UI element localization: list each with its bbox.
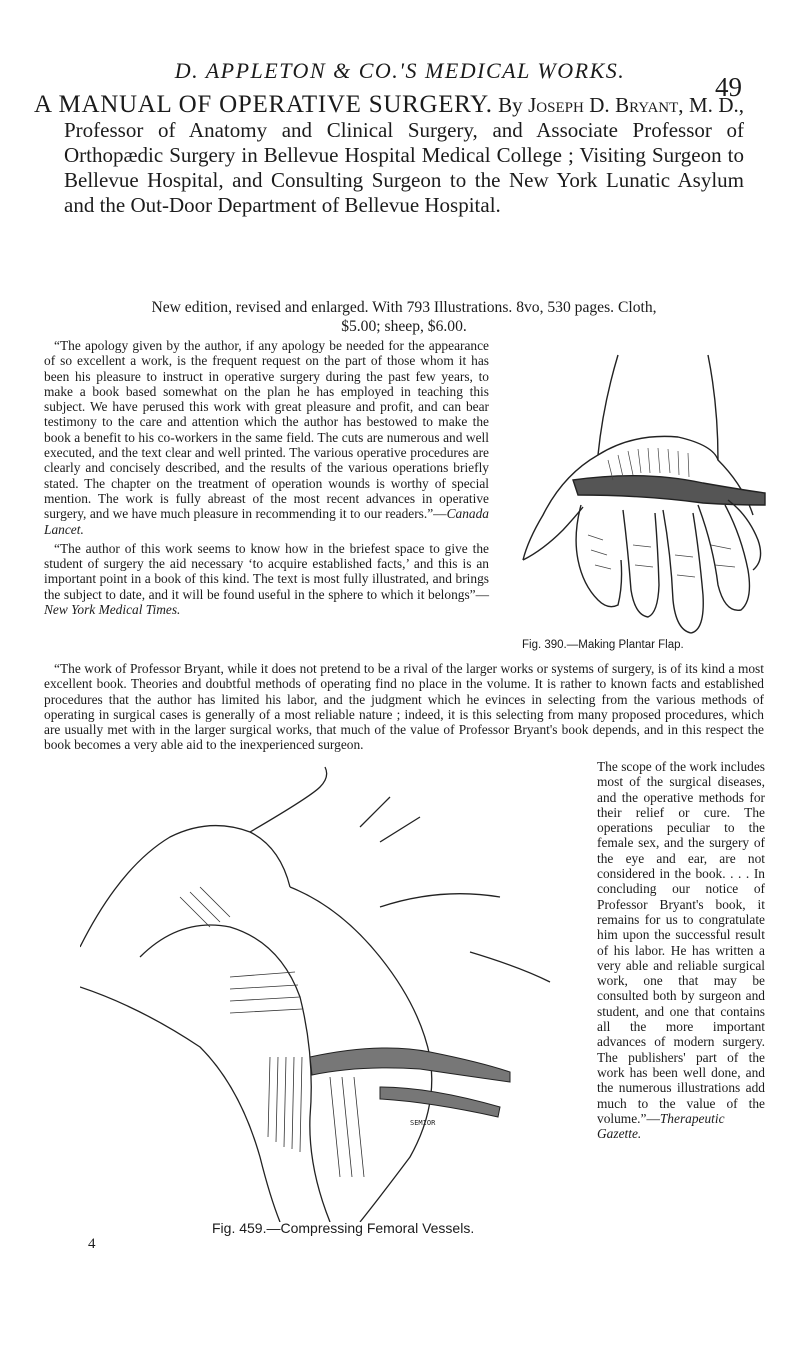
fig-390-caption: Fig. 390.—Making Plantar Flap. — [522, 639, 684, 651]
review-source: Canada Lancet. — [44, 506, 489, 537]
review-therapeutic-gazette-continued — [597, 759, 765, 1141]
by-word: By — [498, 93, 523, 117]
signature-mark: 4 — [88, 1236, 96, 1252]
edition-info — [44, 298, 764, 336]
book-author: Joseph D. Bryant, M. D. — [528, 93, 739, 117]
review-therapeutic-gazette: “The work of Professor Bryant, while it does not pretend to be a rival of the larger works or systems of surgery, is of its kind a most excellent book. Theories and doubtful methods of operating find no place in the volume. It is rather to known facts and established procedures that the author has limited his labor, and the judgment which he evinces in selecting from the various methods of operating in surgical cases is generally of a most reliable nature ; indeed, it is this selecting from many proposed procedures, which are usually met with in the larger surgical works, that much of the value of Professor Bryant's book depends, and in this respect the book becomes a very able aid to the inexperienced surgeon. — [44, 661, 764, 753]
review-column — [44, 338, 489, 617]
edition-line-1: New edition, revised and enlarged. With 793 Illustrations. 8vo, 530 pages. Cloth, — [151, 299, 657, 316]
page-number: 49 — [715, 72, 742, 102]
plantar-flap-illustration — [503, 345, 773, 660]
fig-459-caption: Fig. 459.—Compressing Femoral Vessels. — [212, 1220, 475, 1236]
running-head: D. APPLETON & CO.'S MEDICAL WORKS. — [174, 58, 626, 83]
maker-mark: SEMIOR — [410, 1119, 436, 1127]
review-source: New York Medical Times. — [44, 602, 181, 618]
review-text: “The author of this work seems to know how in the briefest space to give the student of surgery the aid necessary ‘to acquire established facts,’ and this is an important point in a book of this kind. The text is most fully illustrated, and brings the subject to date, and it will be found useful in the sphere to which it belongs”— — [44, 540, 489, 602]
review-text: The scope of the work includes most of the surgical diseases, and the operative methods for their relief or cure. The operations peculiar to the female sex, and the surgery of the eye and ear, are not considered in the book. . . . In concluding our notice of Professor Bryant's book, it remains for us to congratulate him upon the successful result of his labor. He has written a very able and reliable surgical work, one that may be consulted both by surgeon and student, and one that contains all the more important advances of modern surgery. The publishers' part of the work has been well done, and the numerous illustrations add much to the value of the volume.”— — [597, 759, 765, 1126]
author-credentials: , Professor of Anatomy and Clinical Surgery, and Associate Professor of Orthopædic Surgery in Bellevue Hospital Medical College ; Visiting Surgeon to Bellevue Hospital, and Consulting Surgeon to the New York Lunatic Asylum and the Out-Door Department of Bellevue Hospital. — [64, 93, 745, 217]
book-title-block — [34, 91, 745, 218]
review-canada-lancet — [44, 338, 489, 537]
review-source: Therapeutic Gazette. — [597, 1110, 725, 1142]
review-text: “The apology given by the author, if any apology be needed for the appearance of so excellent a work, is the frequent request on the part of those whom it has been his pleasure to instruct in operative surgery during the past few years, to make a book based somewhat on the plan he has employed in teaching this subject. We have perused this work with great pleasure and profit, and can bear testimony to the care and attention which the author has bestowed to make the book a benefit to his co-workers in the same field. The cuts are numerous and well executed, and the text clear and well printed. The various operative procedures are clearly and concisely described, and the results of the various operations briefly stated. The chapter on the treatment of operation wounds is worthy of special mention. The work is fully abreast of the most recent advances in operative surgery, and we have much pleasure in recommending it to our readers.”— — [44, 338, 489, 522]
review-ny-medical-times — [44, 541, 489, 617]
femoral-compression-illustration — [80, 757, 600, 1222]
book-title: A MANUAL OF OPERATIVE SURGERY. — [34, 91, 493, 118]
edition-line-2: $5.00; sheep, $6.00. — [341, 318, 467, 335]
